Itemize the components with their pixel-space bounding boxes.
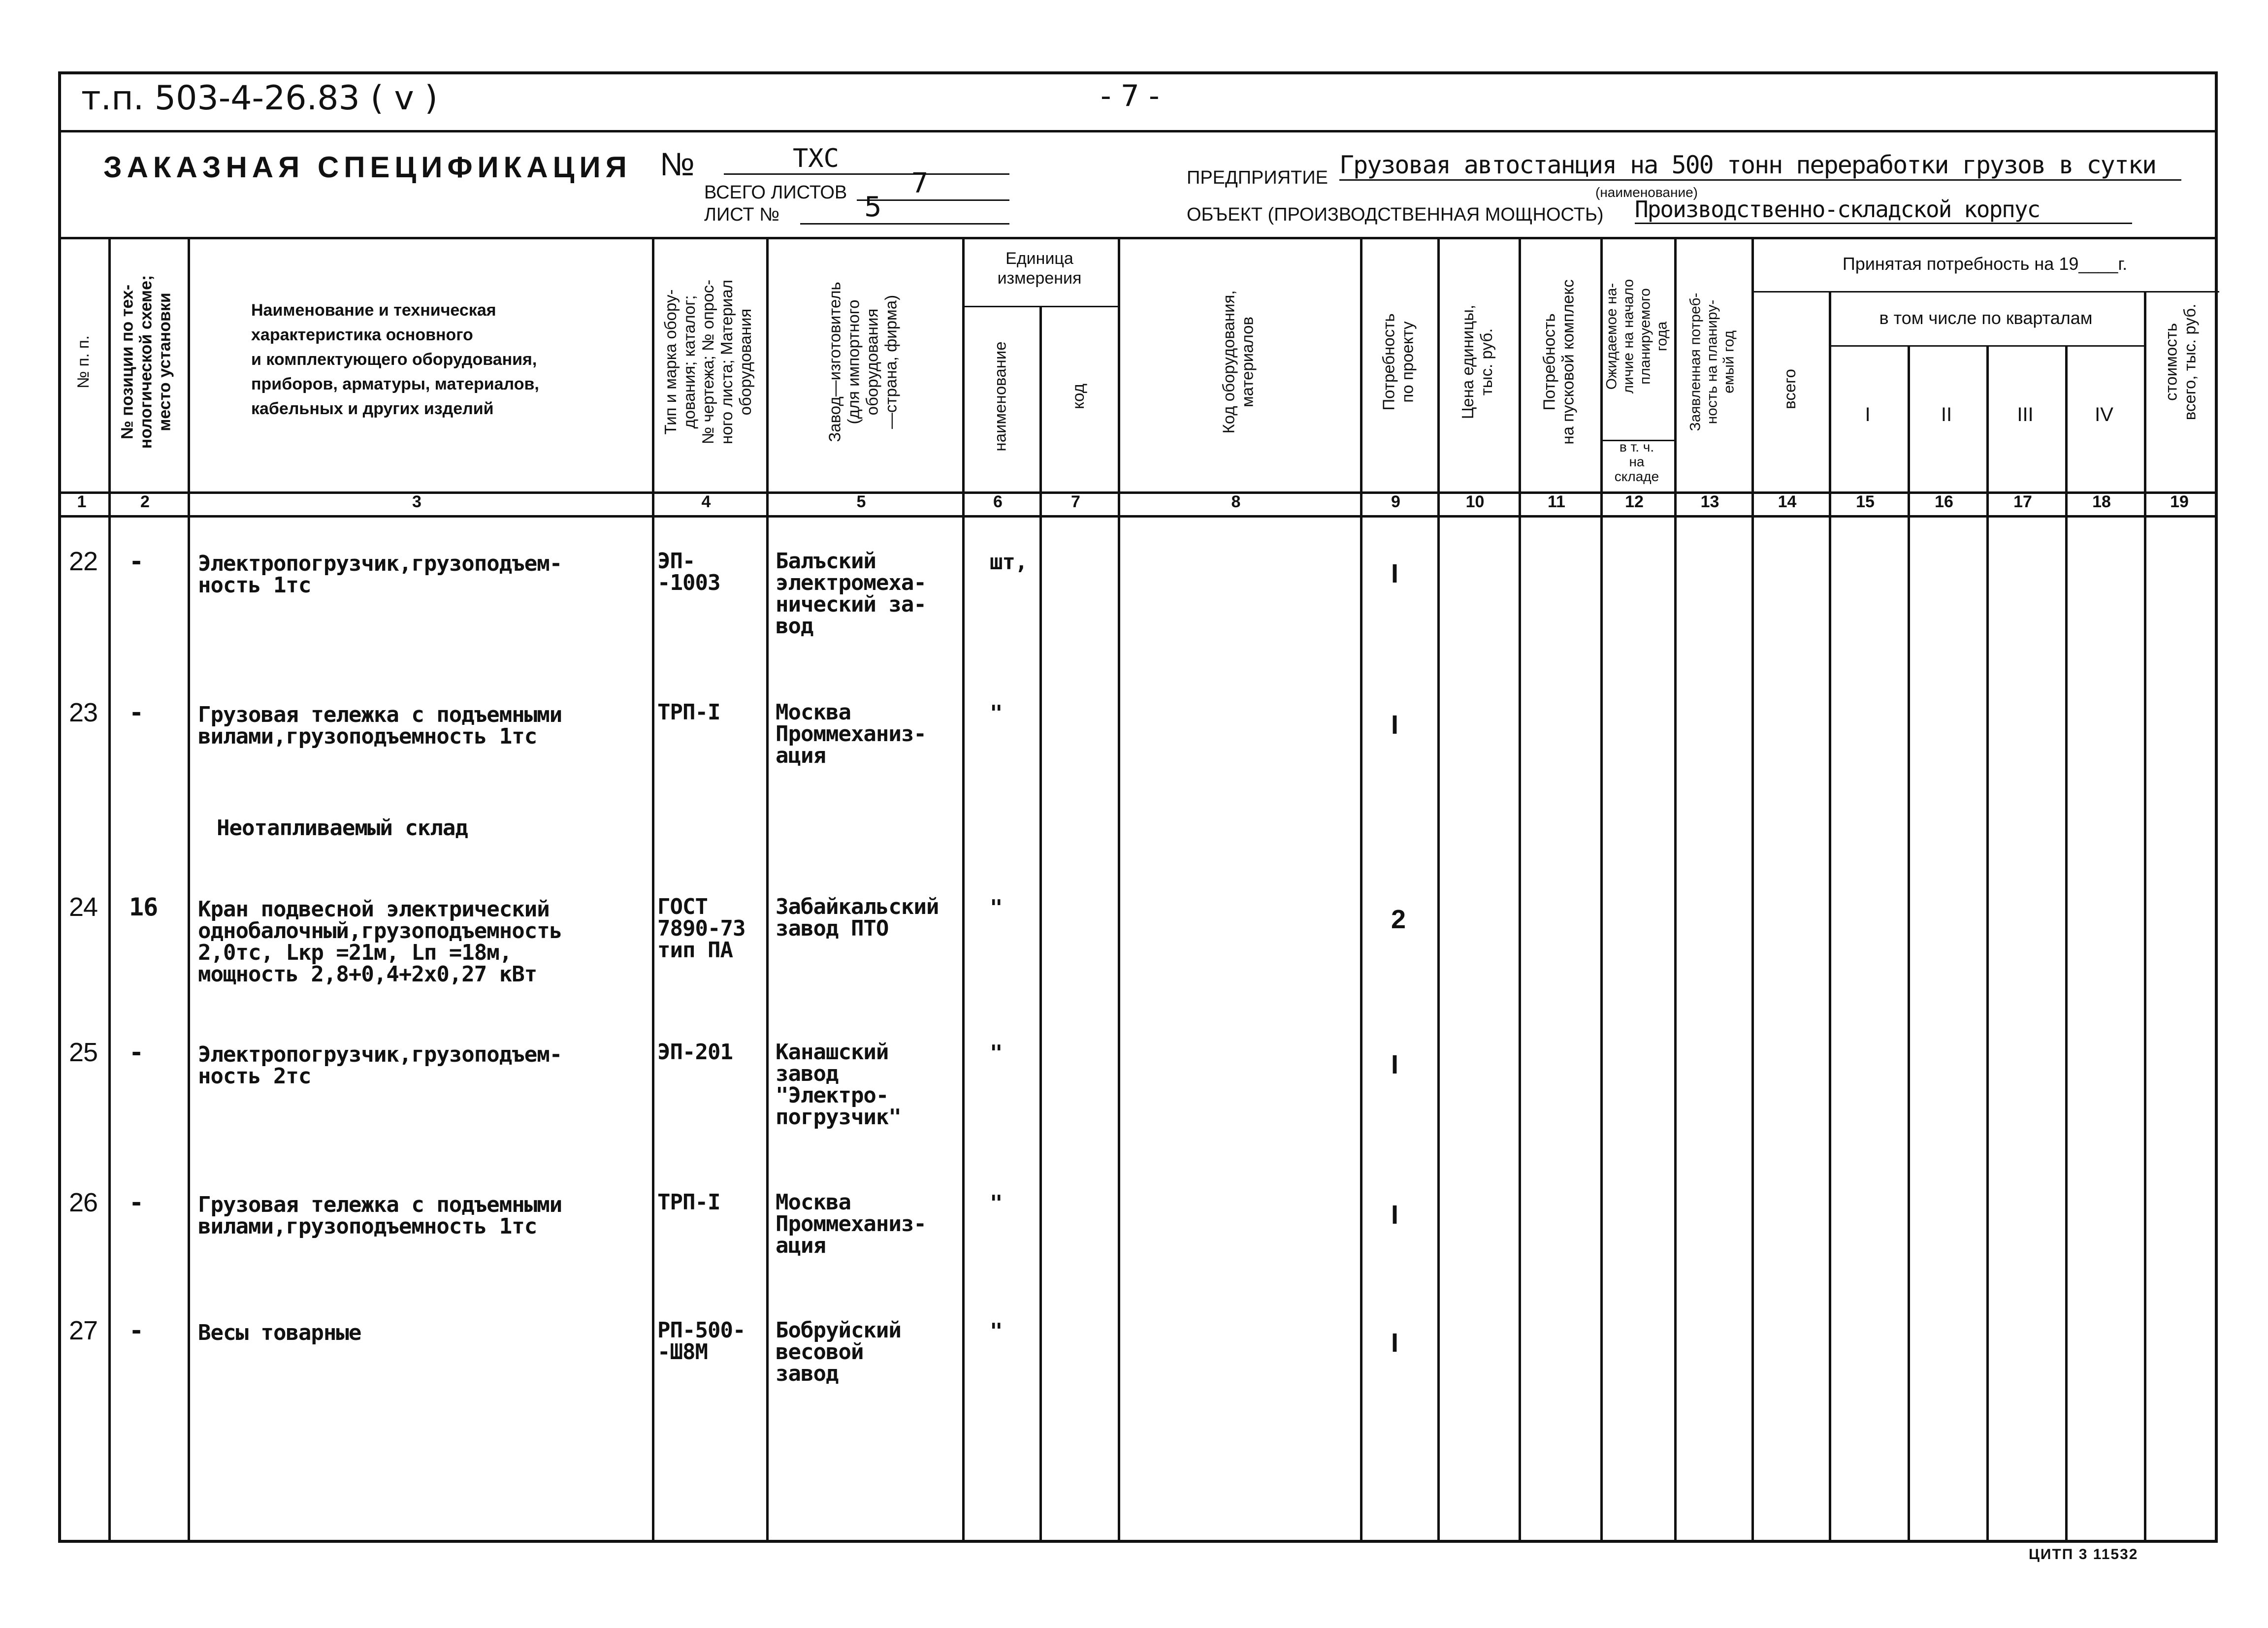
quantity-by-project: I — [1391, 559, 1398, 588]
column-number-8: 8 — [1231, 492, 1241, 511]
header-col-13: Заявленная потреб- ность на планиру- емый год — [1687, 293, 1737, 431]
header-col-12: Ожидаемое на- личие на начало планируемого года — [1603, 279, 1670, 393]
col-line — [2065, 345, 2068, 1543]
page-marker: - 7 - — [1101, 79, 1160, 113]
column-number-13: 13 — [1700, 492, 1719, 511]
header-quarters: в том числе по кварталам — [1879, 308, 2093, 328]
header-col-3: Наименование и техническая характеристика основного и комплектующего оборудования, приборов, арматуры, материалов, кабельных и других изделий — [251, 301, 539, 418]
position-number: - — [129, 1188, 144, 1217]
manufacturer: Москва Проммеханиз- ация — [776, 700, 926, 768]
header-col-10: Цена единицы, тыс. руб. — [1458, 304, 1496, 420]
column-number-18: 18 — [2092, 492, 2111, 511]
column-number-16: 16 — [1935, 492, 1953, 511]
unit-name: " — [990, 701, 1003, 726]
column-number-11: 11 — [1548, 492, 1565, 511]
manufacturer: Канашский завод "Электро- погрузчик" — [776, 1040, 901, 1130]
item-type: ЭП- -1003 — [657, 549, 720, 595]
header-col-8: Код оборудования, материалов — [1220, 290, 1257, 434]
column-number-2: 2 — [140, 492, 150, 511]
row-number: 23 — [69, 698, 98, 727]
col-number-line — [61, 515, 2218, 518]
col-line — [1986, 345, 1989, 1543]
header-col-14: всего — [1780, 369, 1799, 409]
position-number: 16 — [129, 893, 158, 921]
header-divider — [61, 130, 2218, 132]
quantity-by-project: I — [1391, 1328, 1398, 1358]
header-col-9: Потребность по проекту — [1379, 313, 1417, 411]
footer-stamp: ЦИТП 3 11532 — [2029, 1546, 2138, 1563]
column-number-10: 10 — [1465, 492, 1485, 511]
sheet-number-value: 5 — [800, 191, 1009, 225]
item-name: Кран подвесной электрический однобалочный,грузоподъемность 2,0тс, Lкр =21м, Lп =18м, мощность 2,8+0,4+2х0,27 кВт — [198, 897, 562, 987]
unit-name: шт, — [990, 550, 1028, 575]
item-type: ЭП-201 — [657, 1040, 733, 1065]
column-number-14: 14 — [1778, 492, 1797, 511]
object-label: ОБЪЕКТ (ПРОИЗВОДСТВЕННАЯ МОЩНОСТЬ) — [1187, 204, 1604, 225]
spec-number-label: № — [660, 146, 695, 182]
col-line — [1829, 291, 1831, 1543]
column-number-4: 4 — [701, 492, 711, 511]
column-number-1: 1 — [77, 492, 87, 511]
unit-name: " — [990, 1319, 1003, 1344]
column-number-17: 17 — [2013, 492, 2032, 511]
item-type: РП-500- -Ш8М — [657, 1318, 745, 1365]
row-number: 22 — [69, 547, 98, 576]
header-q4: IV — [2095, 404, 2113, 425]
manufacturer: Балъский электромеха- нический за- вод — [776, 549, 926, 639]
object-value: Производственно-складской корпус — [1635, 196, 2132, 224]
item-name: Электропогрузчик,грузоподъем- ность 2тс — [198, 1042, 562, 1089]
manufacturer: Бобруйский весовой завод — [776, 1318, 901, 1386]
spec-title: ЗАКАЗНАЯ СПЕЦИФИКАЦИЯ — [103, 151, 632, 184]
manufacturer: Москва Проммеханиз- ация — [776, 1190, 926, 1258]
sheet-number-label: ЛИСТ № — [704, 204, 779, 225]
quantity-by-project: I — [1391, 1200, 1398, 1230]
row-number: 27 — [69, 1316, 98, 1345]
header-col-1: № п. п. — [74, 335, 93, 389]
col-line — [1039, 306, 1042, 1543]
quantity-by-project: 2 — [1391, 905, 1406, 934]
header-col-12-sub: в т. ч. на складе — [1614, 439, 1659, 484]
section-heading: Неотапливаемый склад — [217, 815, 468, 841]
item-type: ТРП-I — [657, 1190, 720, 1215]
item-type: ГОСТ 7890-73 тип ПА — [657, 894, 745, 963]
position-number: - — [129, 698, 144, 727]
header-col-6: наименование — [991, 341, 1009, 452]
spec-number: ТХС — [724, 144, 1009, 175]
column-number-6: 6 — [993, 492, 1003, 511]
item-name: Электропогрузчик,грузоподъем- ность 1тс — [198, 551, 562, 598]
naming-note: (наименование) — [1595, 185, 1698, 200]
unit-name: " — [990, 1041, 1003, 1066]
header-unit-group: Единица измерения — [997, 249, 1082, 288]
row-number: 24 — [69, 892, 98, 922]
header-q1: I — [1865, 404, 1871, 425]
header-q2: II — [1941, 404, 1952, 425]
quantity-by-project: I — [1391, 1050, 1398, 1079]
manufacturer: Забайкальский завод ПТО — [776, 894, 939, 941]
row-number: 26 — [69, 1188, 98, 1217]
item-type: ТРП-I — [657, 700, 720, 725]
total-sheets-label: ВСЕГО ЛИСТОВ — [704, 182, 847, 203]
document-code: т.п. 503-4-26.83 ( v ) — [81, 79, 438, 118]
header-col-7: код — [1069, 384, 1087, 409]
unit-name: " — [990, 1191, 1003, 1216]
column-number-5: 5 — [856, 492, 866, 511]
item-name: Грузовая тележка с подъемными вилами,грузоподъемность 1тс — [198, 702, 562, 749]
column-number-3: 3 — [412, 492, 421, 511]
quantity-by-project: I — [1391, 710, 1398, 740]
total-sheets-value: 7 — [857, 167, 1009, 201]
header-col-2: № позиции по тех- нологической схеме; место установки — [118, 275, 174, 449]
header-col-19: стоимость всего, тыс. руб. — [2162, 303, 2199, 421]
header-col-5: Завод—изготовитель (для импортного оборудования —страна, фирма) — [825, 282, 900, 442]
row-number: 25 — [69, 1038, 98, 1067]
item-name: Весы товарные — [198, 1320, 361, 1345]
col-line — [188, 237, 190, 1543]
column-number-12: 12 — [1625, 492, 1644, 511]
column-number-7: 7 — [1071, 492, 1080, 511]
column-number-19: 19 — [2170, 492, 2189, 511]
header-col-4: Тип и марка обору- дования; каталог; № чертежа; № опрос- ного листа; Материал оборудования — [661, 279, 755, 445]
position-number: - — [129, 1316, 144, 1345]
enterprise-label: ПРЕДПРИЯТИЕ — [1187, 167, 1328, 188]
item-name: Грузовая тележка с подъемными вилами,грузоподъемность 1тс — [198, 1192, 562, 1239]
column-number-9: 9 — [1391, 492, 1400, 511]
header-col-11: Потребность на пусковой комплекс — [1540, 279, 1577, 445]
header-accepted-group: Принятая потребность на 19____г. — [1842, 254, 2128, 274]
column-number-15: 15 — [1856, 492, 1875, 511]
header-q3: III — [2017, 404, 2034, 425]
unit-name: " — [990, 895, 1003, 920]
col-line — [1908, 345, 1910, 1543]
enterprise-value: Грузовая автостанция на 500 тонн переработки грузов в сутки — [1339, 151, 2181, 181]
position-number: - — [129, 1038, 144, 1067]
position-number: - — [129, 547, 144, 576]
